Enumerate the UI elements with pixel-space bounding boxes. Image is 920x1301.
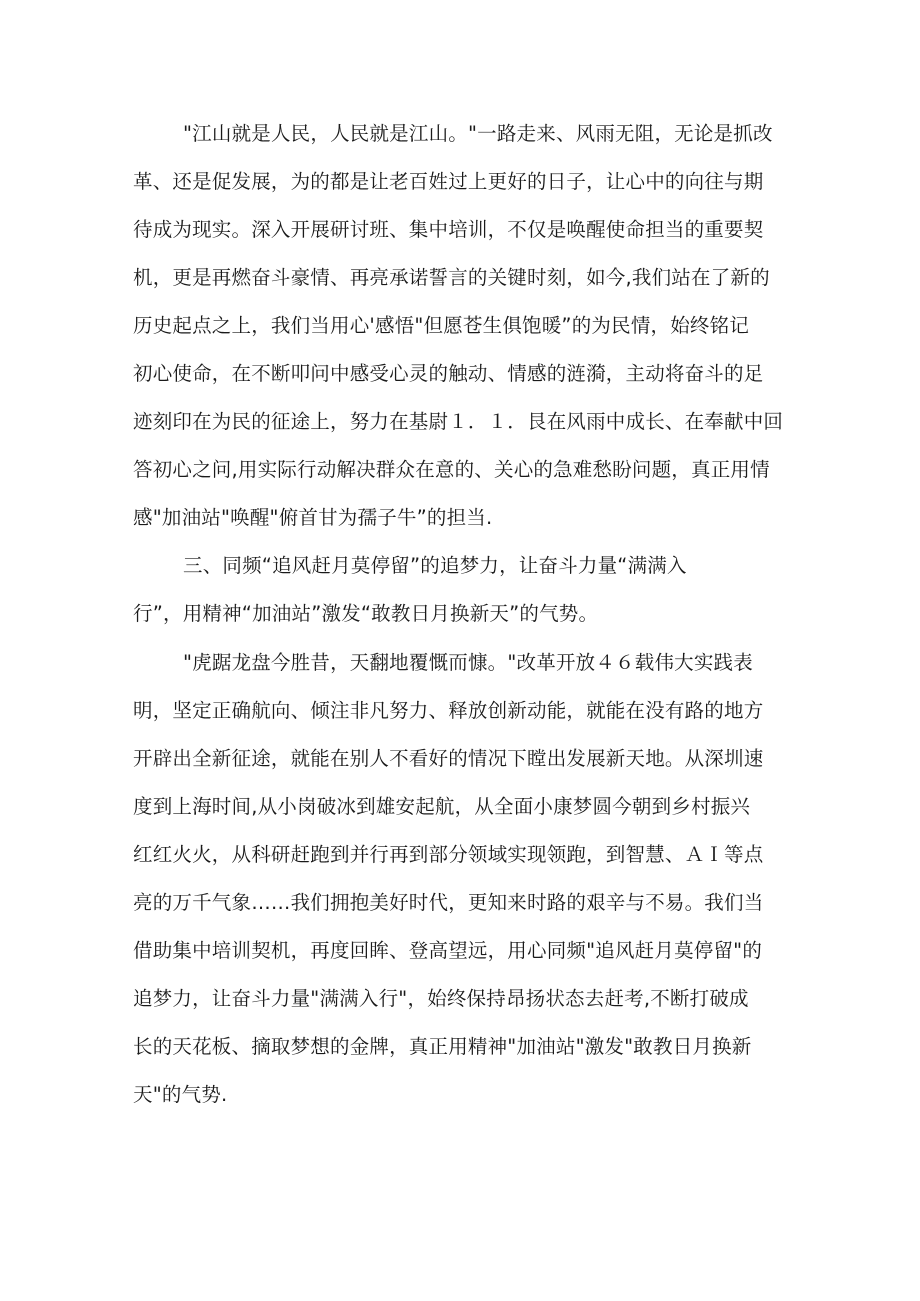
text-line: 开辟出全新征途，就能在别人不看好的情况下瞠出发展新天地。从深圳速 — [133, 747, 764, 770]
paragraph-hujulongpan — [133, 639, 793, 1119]
text-line: 红红火火，从科研赶跑到并行再到部分领域实现领跑，到智慧、ＡＩ等点 — [133, 843, 764, 866]
text-line: 历史起点之上，我们当用心'感悟"但愿苍生俱饱暖”的为民情，始终铭记 — [133, 314, 750, 337]
text-line: 长的天花板、摘取梦想的金牌，真正用精神"加油站"激发"敢教日月换新 — [133, 1035, 752, 1058]
paragraph-jiangshan — [133, 110, 793, 542]
section-heading-three — [133, 542, 793, 638]
text-line: 天"的气势. — [133, 1083, 228, 1106]
text-line: 初心使命，在不断叩问中感受心灵的触动、情感的涟漪，主动将奋斗的足 — [133, 362, 764, 385]
text-line: 革、还是促发展，为的都是让老百姓过上更好的日子，让心中的向往与期 — [133, 170, 764, 193]
text-line: "江山就是人民，人民就是江山。"一路走来、风雨无阻，无论是抓改 — [183, 122, 773, 145]
text-line: 感"加油站"唤醒"俯首甘为孺子牛”的担当. — [133, 506, 493, 529]
text-line: 待成为现实。深入开展研讨班、集中培训，不仅是唤醒使命担当的重要契 — [133, 218, 764, 241]
text-line: 答初心之问,用实际行动解决群众在意的、关心的急难愁盼问题，真正用情 — [133, 458, 770, 481]
text-line: 借助集中培训契机，再度回眸、登高望远，用心同频"追风赶月莫停留"的 — [133, 939, 763, 962]
text-line: "虎踞龙盘今胜昔，天翻地覆慨而慷。"改革开放４６载伟大实践表 — [183, 651, 753, 674]
text-line: 度到上海时间,从小岗破冰到雄安起航，从全面小康梦圆今朝到乡村振兴 — [133, 795, 751, 818]
text-line: 机，更是再燃奋斗豪情、再亮承诺誓言的关键时刻，如今,我们站在了新的 — [133, 266, 770, 289]
text-line: 亮的万千气象……我们拥抱美好时代，更知来时路的艰辛与不易。我们当 — [133, 891, 764, 914]
text-line: 明，坚定正确航向、倾注非凡努力、释放创新动能，就能在没有路的地方 — [133, 699, 764, 722]
heading-line: 三、同频“追风赶月莫停留”的追梦力，让奋斗力量“满满入 — [183, 554, 687, 577]
heading-line: 行”，用精神“加油站”激发“敢教日月换新天”的气势。 — [133, 602, 599, 625]
text-line: 迹刻印在为民的征途上，努力在基尉１．１．艮在风雨中成长、在奉献中回 — [133, 410, 784, 433]
text-line: 追梦力，让奋斗力量"满满入行"，始终保持昂扬状态去赶考,不断打破成 — [133, 987, 749, 1010]
